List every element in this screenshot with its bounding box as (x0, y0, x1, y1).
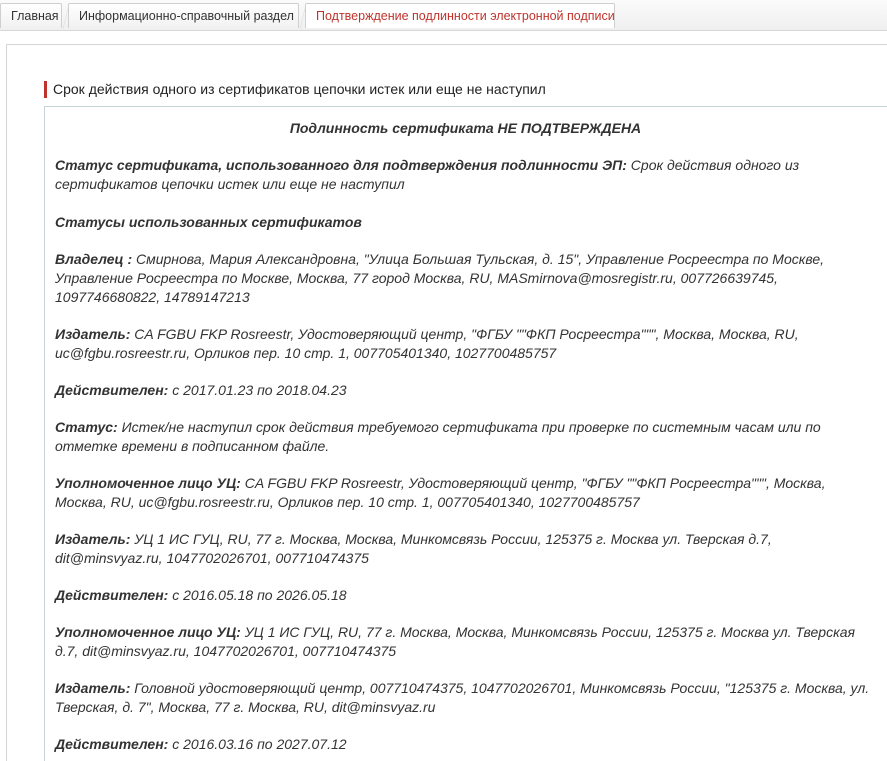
cert2-issuer-value: УЦ 1 ИС ГУЦ, RU, 77 г. Москва, Москва, Минкомсвязь России, 125375 г. Москва ул. Тверская д.7, dit@minsvyaz.ru, 1047702026701, 007710474375 (55, 531, 772, 566)
breadcrumb-home-link[interactable]: Главная (0, 3, 62, 28)
breadcrumb-current-page: Подтверждение подлинности электронной подписи (305, 3, 615, 28)
cert2-owner-label: Уполномоченное лицо УЦ: (55, 475, 241, 491)
cert1-owner-value: Смирнова, Мария Александровна, "Улица Большая Тульская, д. 15", Управление Росреестра по Москве, Управление Росреестра по Москве, Москва, 77 город Москва, RU, MASmirnova@mosregistr.ru, 007726639745, 1097746680822, 14789147213 (55, 251, 825, 305)
cert2-issuer (55, 530, 875, 568)
breadcrumb (0, 0, 887, 31)
certificates-heading-text: Статусы использованных сертификатов (55, 214, 362, 230)
cert3-issuer-label: Издатель: (55, 680, 131, 696)
cert2-valid-value: с 2016.05.18 по 2026.05.18 (168, 587, 347, 603)
cert1-status (55, 418, 875, 456)
cert3-owner-label: Уполномоченное лицо УЦ: (55, 624, 241, 640)
cert1-status-label: Статус: (55, 419, 118, 435)
cert2-issuer-label: Издатель: (55, 531, 131, 547)
signature-status (55, 156, 875, 194)
breadcrumb-info-section-link[interactable]: Информационно-справочный раздел (68, 3, 299, 28)
cert2-valid-label: Действителен: (55, 587, 169, 603)
cert1-issuer-label: Издатель: (55, 326, 131, 342)
cert3-issuer-value: Головной удостоверяющий центр, 007710474375, 1047702026701, Минкомсвязь России, "125375 г. Москва, ул. Тверская, д. 7", Москва, 77 г. Москва, RU, dit@minsvyaz.ru (55, 680, 870, 715)
cert3-issuer (55, 679, 875, 717)
cert1-valid (55, 381, 875, 400)
cert1-owner-label: Владелец : (55, 251, 133, 267)
cert2-valid (55, 586, 875, 605)
page-title: Срок действия одного из сертификатов цепочки истек или еще не наступил (44, 81, 546, 98)
cert2-owner-value: CA FGBU FKP Rosreestr, Удостоверяющий центр, "ФГБУ ""ФКП Росреестра""", Москва, Москва, RU, uc@fgbu.rosreestr.ru, Орликов пер. 10 стр. 1, 007705401340, 1027700485757 (55, 475, 826, 510)
cert3-owner (55, 623, 875, 661)
signature-status-label: Статус сертификата, использованного для подтверждения подлинности ЭП: (55, 157, 627, 173)
cert1-valid-value: с 2017.01.23 по 2018.04.23 (168, 382, 347, 398)
cert3-valid-value: с 2016.03.16 по 2027.07.12 (168, 736, 347, 752)
cert1-issuer-value: CA FGBU FKP Rosreestr, Удостоверяющий центр, "ФГБУ ""ФКП Росреестра""", Москва, Москва, RU, uc@fgbu.rosreestr.ru, Орликов пер. 10 стр. 1, 007705401340, 1027700485757 (55, 326, 799, 361)
verification-result-title: Подлинность сертификата НЕ ПОДТВЕРЖДЕНА (289, 120, 642, 136)
signature-status-value: Срок действия одного из сертификатов цепочки истек или еще не наступил (55, 157, 800, 192)
cert2-owner (55, 474, 875, 512)
cert1-valid-label: Действителен: (55, 382, 169, 398)
cert3-owner-value: УЦ 1 ИС ГУЦ, RU, 77 г. Москва, Москва, Минкомсвязь России, 125375 г. Москва ул. Тверская д.7, dit@minsvyaz.ru, 1047702026701, 007710474375 (55, 624, 855, 659)
cert1-issuer (55, 325, 875, 363)
cert3-valid-label: Действителен: (55, 736, 169, 752)
cert1-status-value: Истек/не наступил срок действия требуемого сертификата при проверке по системным часам или по отметке времени в подписанном файле. (55, 419, 821, 454)
cert3-valid (55, 735, 875, 754)
certificates-heading (55, 213, 875, 232)
cert1-owner (55, 250, 875, 307)
